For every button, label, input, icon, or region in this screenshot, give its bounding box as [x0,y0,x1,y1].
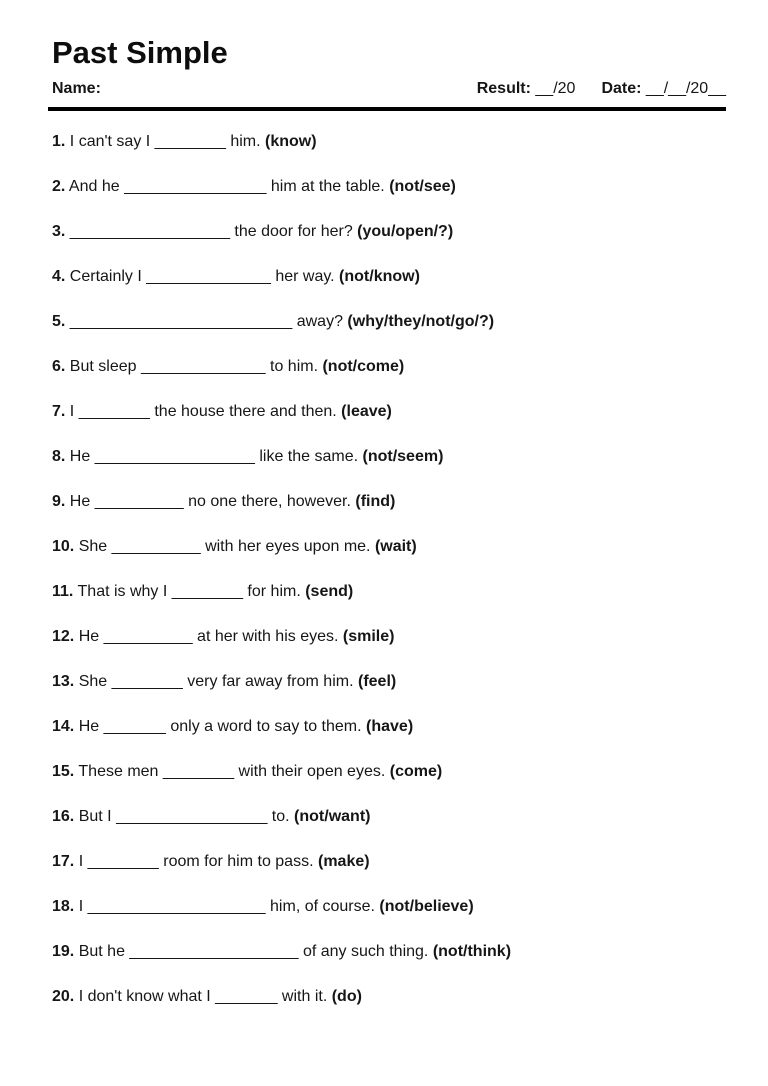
questions-list [52,132,726,1007]
question-row [52,897,726,917]
question-text-after-blank: very far away from him. [187,673,354,691]
question-number: 7. [52,403,66,421]
question-text-before-blank: And he [68,178,120,196]
question-text-before-blank: But I [78,808,112,826]
question-text-after-blank: him, of course. [270,898,375,916]
question-text-before-blank: He [78,628,100,646]
question-row [52,627,726,647]
answer-blank: __________ [111,538,201,556]
question-row [52,582,726,602]
question-text-after-blank: at her with his eyes. [197,628,339,646]
question-number: 18. [52,898,75,916]
question-row [52,762,726,782]
question-text-after-blank: with her eyes upon me. [205,538,371,556]
question-row [52,132,726,152]
question-number: 9. [52,493,66,511]
header-divider [48,107,726,111]
question-text-after-blank: with it. [281,988,328,1006]
answer-blank: ________ [111,673,183,691]
answer-blank: __________________ [69,223,230,241]
verb-hint: (wait) [374,538,417,556]
result-value: __/20 [535,80,576,98]
question-text-after-blank: only a word to say to them. [170,718,362,736]
question-row [52,807,726,827]
question-text-before-blank: Certainly I [69,268,142,286]
answer-blank: ________ [78,403,150,421]
question-text-before-blank: She [78,673,108,691]
verb-hint: (not/believe) [379,898,474,916]
verb-hint: (do) [331,988,362,1006]
date-field [601,80,726,98]
question-number: 15. [52,763,75,781]
result-label: Result: [476,80,531,98]
question-row [52,222,726,242]
question-row [52,357,726,377]
question-number: 3. [52,223,66,241]
question-text-after-blank: with their open eyes. [238,763,386,781]
answer-blank: ______________ [140,358,266,376]
question-number: 8. [52,448,66,466]
question-text-after-blank: away? [296,313,343,331]
verb-hint: (not/come) [322,358,405,376]
answer-blank: ________ [87,853,159,871]
question-number: 6. [52,358,66,376]
question-text-before-blank: But sleep [69,358,137,376]
verb-hint: (why/they/not/go/?) [347,313,495,331]
question-row [52,537,726,557]
question-text-after-blank: of any such thing. [302,943,429,961]
question-number: 11. [52,583,74,601]
question-row [52,492,726,512]
answer-blank: _________________ [116,808,268,826]
question-number: 17. [52,853,75,871]
question-text-after-blank: for him. [247,583,301,601]
verb-hint: (find) [355,493,396,511]
question-row [52,717,726,737]
question-text-after-blank: to. [271,808,290,826]
answer-blank: ____________________ [87,898,266,916]
verb-hint: (have) [366,718,414,736]
answer-blank: ________ [154,133,226,151]
question-text-after-blank: no one there, however. [188,493,351,511]
verb-hint: (not/seem) [362,448,444,466]
question-text-before-blank: That is why I [77,583,168,601]
question-number: 1. [52,133,66,151]
verb-hint: (not/know) [339,268,420,286]
date-label: Date: [601,80,642,98]
question-text-after-blank: the door for her? [234,223,353,241]
header-meta-right [477,80,726,98]
question-text-after-blank: her way. [275,268,335,286]
question-text-before-blank: I [69,403,75,421]
question-text-before-blank: I can't say I [69,133,151,151]
question-number: 16. [52,808,75,826]
question-number: 10. [52,538,75,556]
verb-hint: (know) [265,133,317,151]
answer-blank: ___________________ [129,943,299,961]
question-row [52,942,726,962]
answer-blank: ______________ [146,268,271,286]
answer-blank: __________ [94,493,184,511]
verb-hint: (come) [389,763,443,781]
answer-blank: __________________ [94,448,255,466]
question-row [52,672,726,692]
question-text-before-blank: He [69,448,91,466]
verb-hint: (not/want) [294,808,371,826]
question-number: 5. [52,313,66,331]
question-text-after-blank: room for him to pass. [163,853,314,871]
verb-hint: (feel) [357,673,397,691]
question-row [52,312,726,332]
question-row [52,987,726,1007]
answer-blank: ________ [171,583,243,601]
question-text-before-blank: But he [78,943,125,961]
question-number: 19. [52,943,75,961]
question-number: 20. [52,988,75,1006]
verb-hint: (make) [317,853,370,871]
question-text-before-blank: I don't know what I [78,988,211,1006]
header-meta-row [52,80,726,98]
question-row [52,402,726,422]
question-text-after-blank: the house there and then. [154,403,337,421]
answer-blank: __________ [103,628,193,646]
question-number: 4. [52,268,66,286]
date-value: __/__/20__ [645,80,726,98]
answer-blank: _______ [215,988,278,1006]
question-text-after-blank: to him. [270,358,319,376]
result-field [477,80,576,98]
verb-hint: (leave) [341,403,392,421]
question-text-after-blank: him. [230,133,261,151]
verb-hint: (smile) [342,628,395,646]
question-number: 2. [52,178,66,196]
question-row [52,177,726,197]
verb-hint: (send) [305,583,354,601]
question-text-before-blank: These men [78,763,159,781]
answer-blank: _________________________ [69,313,293,331]
question-number: 12. [52,628,75,646]
question-text-after-blank: like the same. [259,448,359,466]
question-text-before-blank: She [78,538,108,556]
question-text-after-blank: him at the table. [270,178,385,196]
question-text-before-blank: He [78,718,100,736]
question-number: 13. [52,673,75,691]
answer-blank: ________________ [124,178,267,196]
verb-hint: (not/think) [432,943,512,961]
question-text-before-blank: I [78,853,84,871]
answer-blank: ________ [162,763,235,781]
verb-hint: (not/see) [389,178,456,196]
question-number: 14. [52,718,75,736]
question-row [52,447,726,467]
question-row [52,852,726,872]
answer-blank: _______ [103,718,166,736]
question-text-before-blank: He [69,493,91,511]
question-text-before-blank: I [78,898,84,916]
question-row [52,267,726,287]
name-label: Name: [52,80,101,98]
verb-hint: (you/open/?) [357,223,454,241]
page-title: Past Simple [52,35,228,70]
